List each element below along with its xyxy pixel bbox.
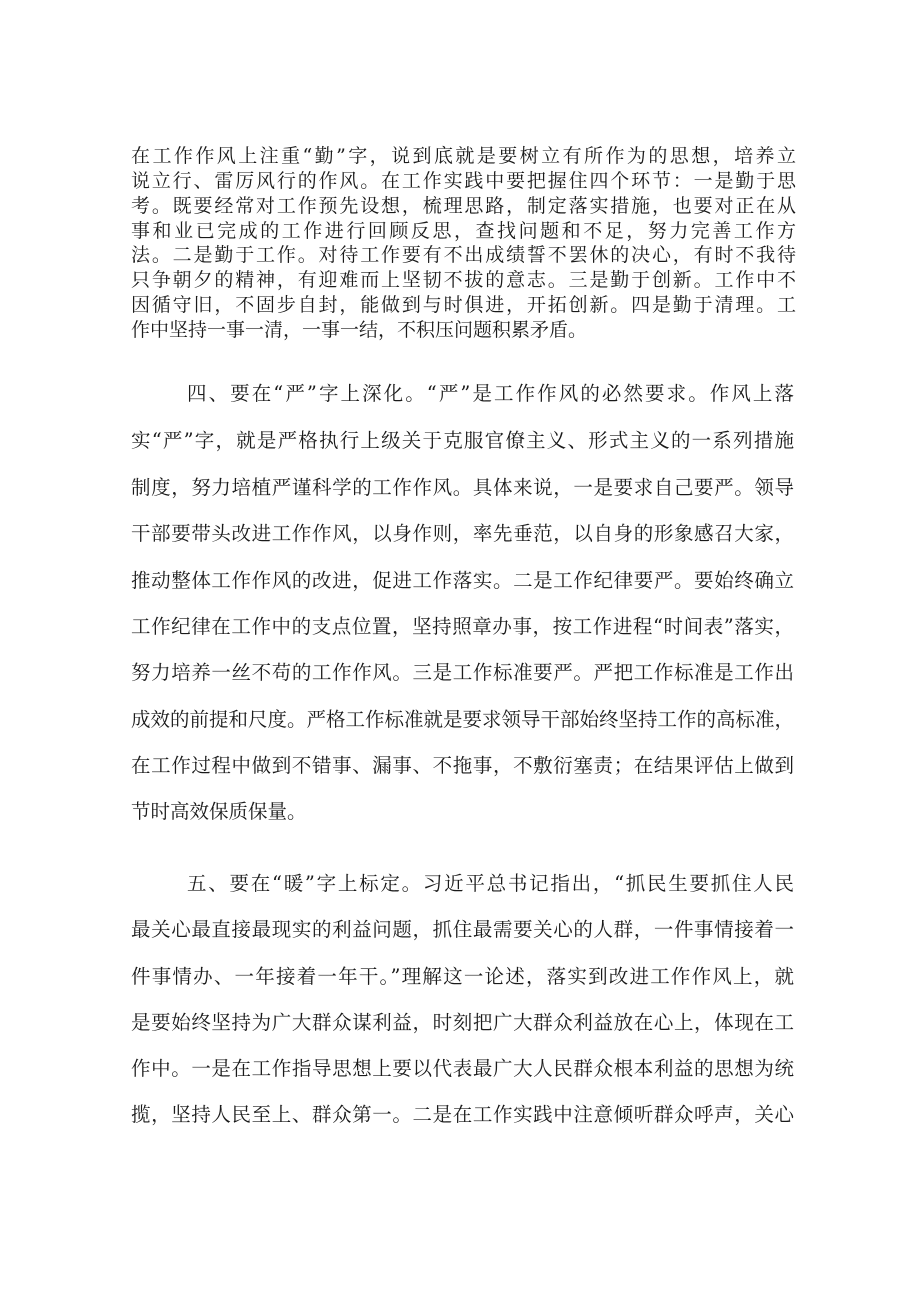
text-line: 工作纪律在工作中的支点位置，坚持照章办事，按工作进程“时间表”落实，: [131, 615, 794, 638]
text-line: 五、要在“暖”字上标定。习近平总书记指出，“抓民生要抓住人民: [187, 872, 794, 895]
text-line: 法。二是勤于工作。对待工作要有不出成绩誓不罢休的决心，有时不我待: [131, 244, 796, 266]
text-line: 作中坚持一事一清，一事一结，不积压问题积累矛盾。: [131, 319, 588, 341]
text-line: 努力培养一丝不苟的工作作风。三是工作标准要严。严把工作标准是工作出: [131, 661, 794, 684]
text-line: 实“严”字，就是严格执行上级关于克服官僚主义、形式主义的一系列措施: [131, 429, 794, 452]
text-line: 作中。一是在工作指导思想上要以代表最广大人民群众根本利益的思想为统: [131, 1057, 794, 1080]
text-line: 因循守旧，不固步自封，能做到与时俱进，开拓创新。四是勤于清理。工: [131, 294, 796, 316]
text-line: 最关心最直接最现实的利益问题，抓住最需要关心的人群，一件事情接着一: [131, 918, 794, 941]
text-line: 考。既要经常对工作预先设想，梳理思路，制定落实措施，也要对正在从: [131, 195, 796, 217]
text-line: 只争朝夕的精神，有迎难而上坚韧不拔的意志。三是勤于创新。工作中不: [131, 269, 796, 291]
text-line: 在工作过程中做到不错事、漏事、不拖事，不敷衍塞责；在结果评估上做到: [131, 754, 794, 777]
text-line: 在工作作风上注重“勤”字，说到底就是要树立有所作为的思想，培养立: [131, 145, 796, 167]
text-line: 说立行、雷厉风行的作风。在工作实践中要把握住四个环节：一是勤于思: [131, 170, 796, 192]
text-line: 事和业已完成的工作进行回顾反思，查找问题和不足，努力完善工作方: [131, 220, 796, 242]
text-line: 是要始终坚持为广大群众谋利益，时刻把广大群众利益放在心上，体现在工: [131, 1011, 794, 1034]
text-line: 推动整体工作作风的改进，促进工作落实。二是工作纪律要严。要始终确立: [131, 569, 794, 592]
text-line: 节时高效保质保量。: [131, 800, 307, 823]
text-line: 制度，努力培植严谨科学的工作作风。具体来说，一是要求自己要严。领导: [131, 476, 794, 499]
text-line: 揽，坚持人民至上、群众第一。二是在工作实践中注意倾听群众呼声，关心: [131, 1103, 794, 1126]
text-line: 件事情办、一年接着一年干。”理解这一论述，落实到改进工作作风上，就: [131, 965, 794, 988]
text-line: 成效的前提和尺度。严格工作标准就是要求领导干部始终坚持工作的高标准，: [131, 708, 795, 731]
text-line: 干部要带头改进工作作风，以身作则，率先垂范，以自身的形象感召大家，: [131, 522, 794, 545]
text-line: 四、要在“严”字上深化。“严”是工作作风的必然要求。作风上落: [187, 382, 794, 405]
